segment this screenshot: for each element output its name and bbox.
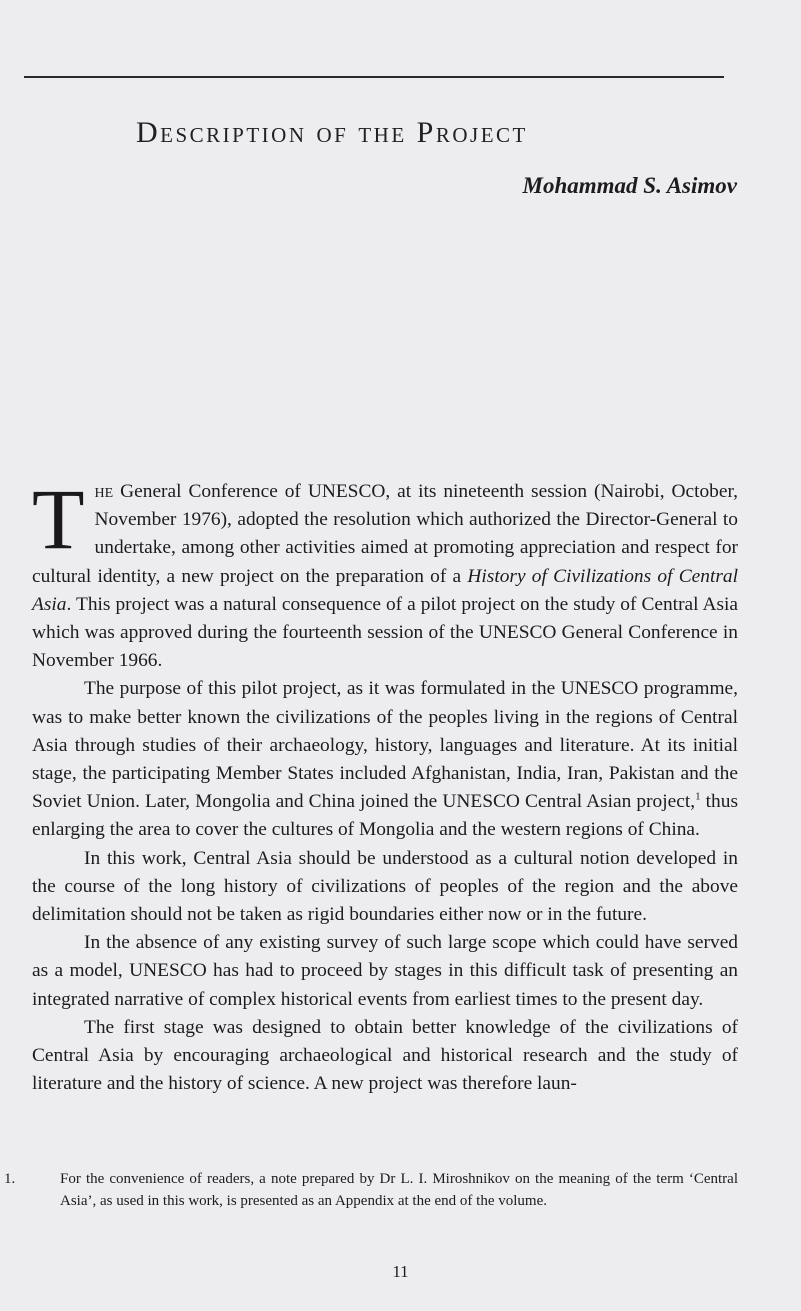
header-rule [24, 76, 724, 78]
paragraph-5: The first stage was designed to obtain better knowledge of the civilizations of Central Asia by encouraging archaeological and historical research and the study of literature and the history of science. A new project was therefore laun- [32, 1016, 738, 1095]
chapter-author: Mohammad S. Asimov [522, 173, 737, 198]
drop-cap: T [32, 471, 85, 567]
footnote-number: 1. [4, 1171, 16, 1187]
footnote [4, 1168, 738, 1212]
paragraph-1-text-a: General Conference of UNESCO, at its nineteenth session (Nairobi, October, November 1976), adopted the resolution which authorized the Director-General to undertake, among other activities aimed at promoting appreciation and respect for cultural identity, a new project on the preparation of a [32, 481, 738, 587]
paragraph-4: In the absence of any existing survey of such large scope which could have served as a model, UNESCO has had to proceed by stages in this difficult task of presenting an integrated narrative of complex historical events from earliest times to the present day. [32, 932, 738, 1010]
body-text [32, 471, 739, 1098]
footnote-text: For the convenience of readers, a note prepared by Dr L. I. Miroshnikov on the meaning of the term ‘Central Asia’, as used in this work, is presented as an Appendix at the end of the volume. [60, 1171, 738, 1209]
paragraph-1 [32, 471, 739, 675]
paragraph-3: In this work, Central Asia should be understood as a cultural notion developed in the course of the long history of civilizations of peoples of the region and the above delimitation should not be taken as rigid boundaries either now or in the future. [32, 847, 738, 926]
lead-in: he [94, 481, 114, 502]
page-number: 11 [392, 1262, 409, 1281]
paragraph-1-text-b: . This project was a natural consequence of a pilot project on the study of Central Asia which was approved during the fourteenth session of the UNESCO General Conference in November 1966. [32, 593, 738, 672]
chapter-title: Description of the Project [136, 116, 528, 149]
paragraph-2-text-a: The purpose of this pilot project, as it was formulated in the UNESCO programme, was to make better known the civilizations of the peoples living in the regions of Central Asia through studies of their archaeology, history, languages and literature. At its initial stage, the participating Member States included Afghanistan, India, Iran, Pakistan and the Soviet Union. Later, Mongolia and China joined the UNESCO Central Asian project, [32, 678, 738, 813]
paragraph-2 [32, 675, 738, 844]
book-title-italic: History of Civilizations of Central Asia [32, 565, 739, 615]
footnote-reference: 1 [695, 790, 701, 803]
paragraph-2-text-b: thus enlarging the area to cover the cultures of Mongolia and the western regions of China. [32, 791, 738, 841]
footnote-body [4, 1168, 738, 1212]
